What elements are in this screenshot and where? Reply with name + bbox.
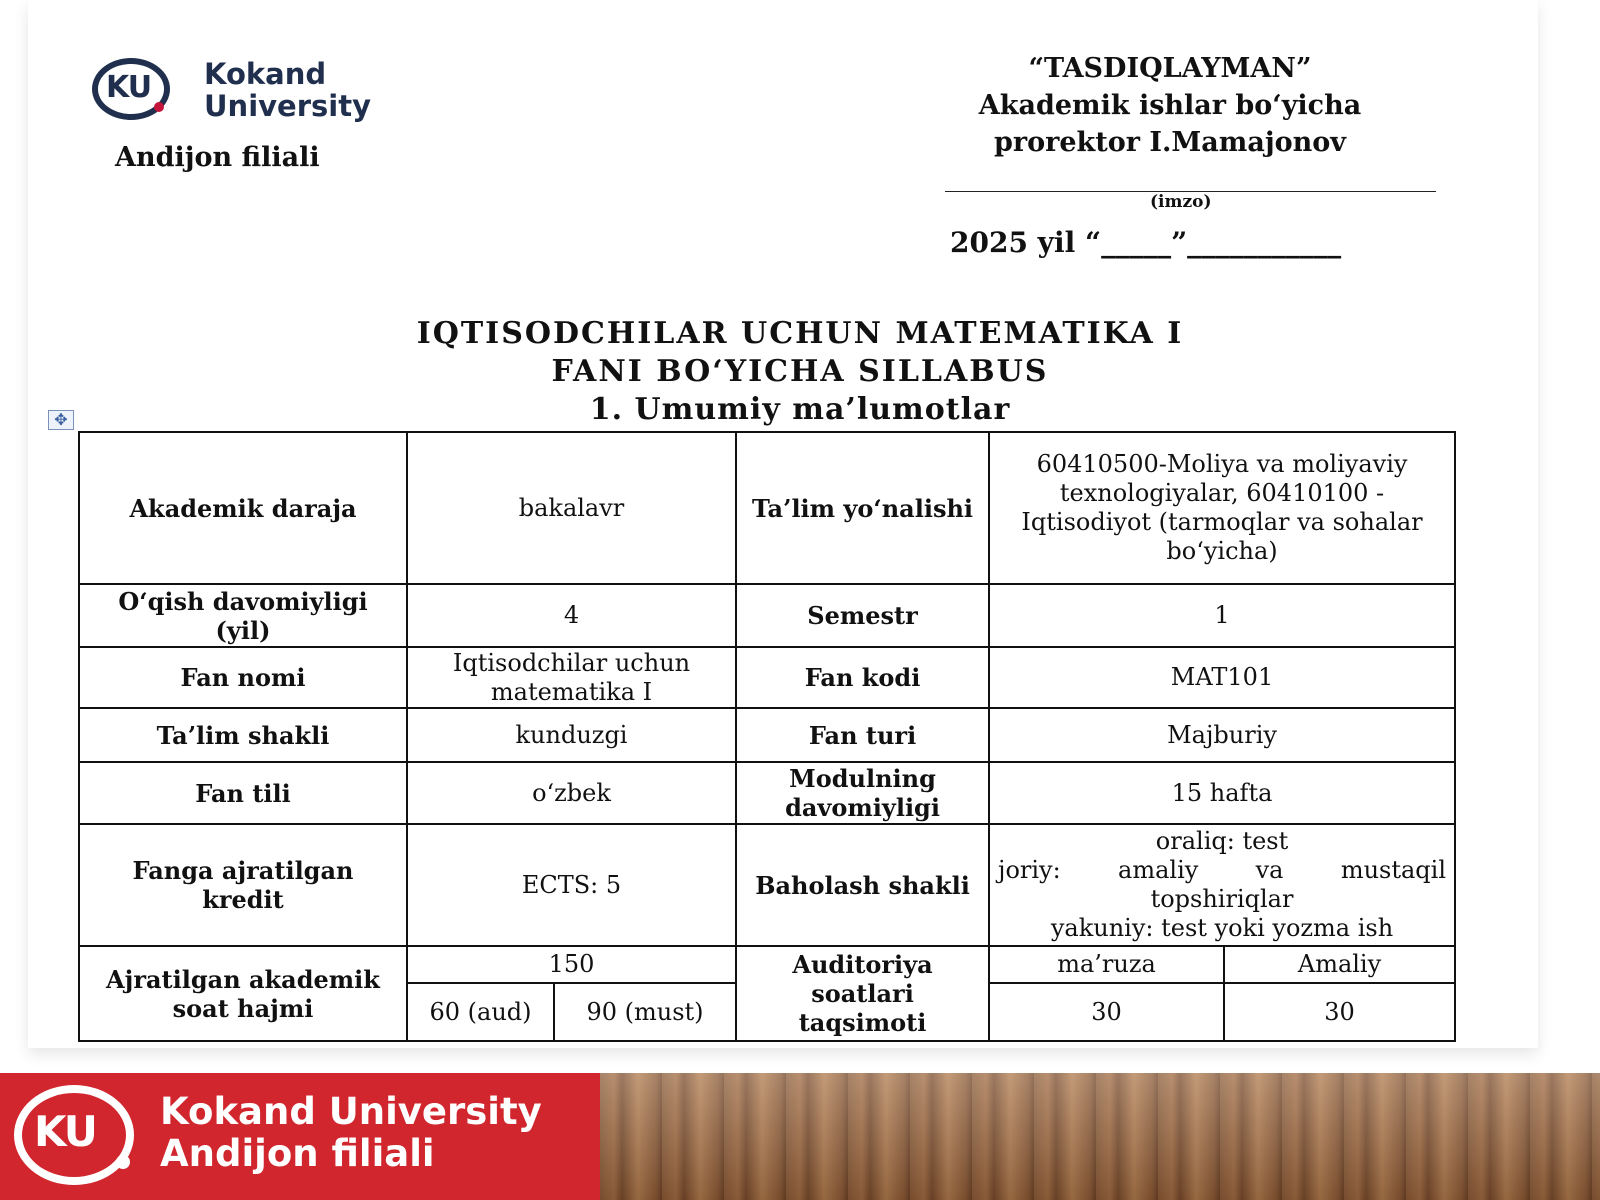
course-name-label: Fan nomi — [79, 647, 407, 708]
general-info-table — [78, 431, 1456, 1042]
hours-aud: 60 (aud) — [407, 983, 554, 1041]
assessment-current: joriy: amaliy va mustaqil — [998, 856, 1447, 884]
module-duration-label: Modulning davomiyligi — [736, 762, 989, 824]
course-type-label: Fan turi — [736, 708, 989, 762]
hours-must: 90 (must) — [554, 983, 736, 1041]
section-heading: 1. Umumiy ma’lumotlar — [589, 392, 1011, 427]
course-name-value: Iqtisodchilar uchun matematika I — [407, 647, 736, 708]
table-row — [79, 584, 1455, 647]
table-row — [79, 432, 1455, 584]
university-logo — [92, 56, 412, 130]
approval-heading: “TASDIQLAYMAN” — [1028, 53, 1312, 84]
document-subtitle: FANI BO‘YICHA SILLABUS — [551, 354, 1049, 389]
approval-line1: Akademik ishlar bo‘yicha — [978, 90, 1362, 121]
approval-date: 2025 yil “_____”___________ — [950, 226, 1342, 259]
table-row — [79, 762, 1455, 824]
table-move-handle-icon[interactable]: ✥ — [48, 410, 74, 430]
approval-block — [930, 50, 1410, 161]
footer-logo-dot — [116, 1155, 130, 1169]
document-title: IQTISODCHILAR UCHUN MATEMATIKA I — [416, 316, 1184, 351]
hours-total: 150 — [407, 946, 736, 983]
footer-text: Kokand University Andijon filiali — [160, 1090, 542, 1175]
credit-label: Fanga ajratilgan kredit — [79, 824, 407, 946]
duration-label: O‘qish davomiyligi (yil) — [79, 584, 407, 647]
table-row — [79, 647, 1455, 708]
study-form-label: Ta’lim shakli — [79, 708, 407, 762]
footer-banner — [0, 1073, 600, 1200]
direction-label: Ta’lim yo‘nalishi — [736, 432, 989, 584]
academic-degree-label: Akademik daraja — [79, 432, 407, 584]
classroom-hours-label: Auditoriya soatlari taqsimoti — [736, 946, 989, 1041]
approval-line2: prorektor I.Mamajonov — [994, 127, 1346, 158]
assessment-current-cont: topshiriqlar — [1150, 885, 1294, 913]
assessment-final: yakuniy: test yoki yozma ish — [1050, 914, 1394, 942]
language-value: o‘zbek — [407, 762, 736, 824]
semester-label: Semestr — [736, 584, 989, 647]
academic-degree-value: bakalavr — [407, 432, 736, 584]
lecture-hours: 30 — [989, 983, 1224, 1041]
direction-value: 60410500-Moliya va moliyaviy texnologiyalar, 60410100 - Iqtisodiyot (tarmoqlar va sohalar bo‘yicha) — [989, 432, 1455, 584]
credit-value: ECTS: 5 — [407, 824, 736, 946]
branch-name: Andijon filiali — [115, 142, 320, 173]
study-form-value: kunduzgi — [407, 708, 736, 762]
hours-label: Ajratilgan akademik soat hajmi — [79, 946, 407, 1041]
practice-hours: 30 — [1224, 983, 1455, 1041]
course-type-value: Majburiy — [989, 708, 1455, 762]
table-row — [79, 824, 1455, 946]
logo-mark: KU — [106, 70, 152, 105]
logo-name: Kokand University — [204, 57, 371, 123]
assessment-label: Baholash shakli — [736, 824, 989, 946]
assessment-midterm: oraliq: test — [1155, 827, 1289, 855]
signature-label: (imzo) — [1150, 192, 1212, 212]
semester-value: 1 — [989, 584, 1455, 647]
logo-dot — [154, 102, 164, 112]
table-row — [79, 946, 1455, 983]
practice-label: Amaliy — [1224, 946, 1455, 983]
lecture-label: ma’ruza — [989, 946, 1224, 983]
duration-value: 4 — [407, 584, 736, 647]
footer-logo-mark: KU — [34, 1107, 96, 1156]
module-duration-value: 15 hafta — [989, 762, 1455, 824]
table-row — [79, 708, 1455, 762]
assessment-value — [989, 824, 1455, 946]
course-code-label: Fan kodi — [736, 647, 989, 708]
course-code-value: MAT101 — [989, 647, 1455, 708]
language-label: Fan tili — [79, 762, 407, 824]
wood-floor-background — [600, 1073, 1600, 1200]
